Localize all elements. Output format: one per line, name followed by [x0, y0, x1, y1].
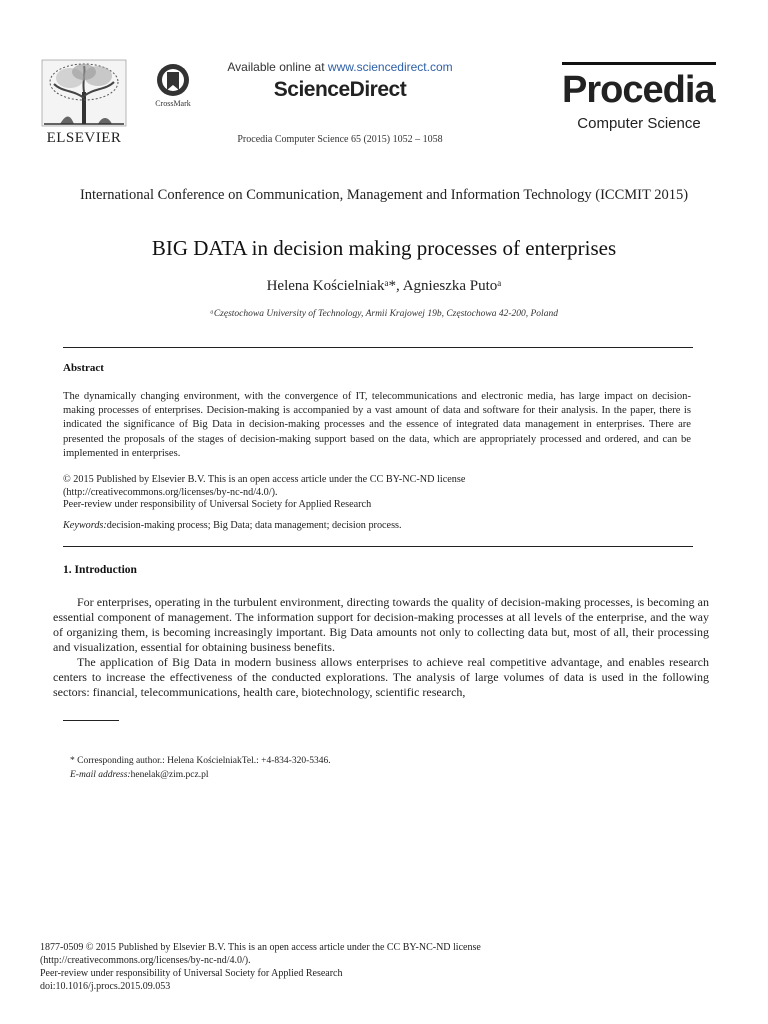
corresponding-author: * Corresponding author.: Helena KościelniakTel.: +4-834-320-5346.: [70, 756, 331, 766]
introduction-heading: 1. Introduction: [63, 564, 137, 576]
bottom-license-link[interactable]: (http://creativecommons.org/licenses/by-nc-nd/4.0/).: [40, 955, 251, 966]
peer-review-line: Peer-review under responsibility of Universal Society for Applied Research: [63, 499, 372, 511]
bottom-publication-info: [40, 941, 660, 993]
abstract-heading: Abstract: [63, 362, 104, 374]
doi-line[interactable]: doi:10.1016/j.procs.2015.09.053: [40, 981, 171, 992]
procedia-subtitle: Computer Science: [577, 115, 701, 132]
crossmark-badge[interactable]: [150, 62, 196, 114]
keywords: [63, 520, 691, 531]
sciencedirect-logo: ScienceDirect: [273, 78, 407, 101]
procedia-bar: [562, 62, 716, 65]
elsevier-tree-icon: [40, 58, 128, 128]
footnote-rule: [63, 720, 119, 721]
email-line: [70, 768, 670, 782]
procedia-title: Procedia: [562, 69, 715, 111]
sciencedirect-link[interactable]: www.sciencedirect.com: [327, 60, 453, 74]
email-address[interactable]: henelak@zim.pcz.pl: [130, 770, 209, 780]
crossmark-icon: [150, 62, 196, 98]
paper-title: BIG DATA in decision making processes of enterprises: [151, 236, 617, 260]
footnote: [70, 754, 670, 782]
author-affiliation: ᵃCzęstochowa University of Technology, Armii Krajowej 19b, Częstochowa 42-200, Poland: [210, 309, 558, 319]
available-online-line: [200, 60, 480, 74]
keywords-label: Keywords:: [63, 520, 107, 531]
copyright-line: © 2015 Published by Elsevier B.V. This is an open access article under the CC BY-NC-ND license: [63, 474, 466, 485]
abstract-bottom-rule: [63, 546, 693, 547]
abstract-top-rule: [63, 347, 693, 348]
issn-copyright-line: 1877-0509 © 2015 Published by Elsevier B.V. This is an open access article under the CC BY-NC-ND license: [40, 942, 481, 953]
email-label: E-mail address:: [70, 770, 131, 780]
publisher-name: ELSEVIER: [46, 130, 122, 146]
crossmark-label: CrossMark: [155, 99, 191, 108]
journal-reference: Procedia Computer Science 65 (2015) 1052 – 1058: [237, 134, 443, 145]
introduction-paragraph: The application of Big Data in modern business allows enterprises to achieve real competitive advantage, and enables research centers to increase the effectiveness of the conducted explorations. The analysis of large volumes of data is used in the following sectors: financial, telecommunications, health care, biotechnology, scientific research,: [53, 655, 709, 699]
conference-name: International Conference on Communication, Management and Information Technology (ICCMIT 2015): [79, 187, 689, 203]
elsevier-logo: [40, 58, 128, 150]
procedia-logo: [562, 62, 716, 136]
introduction-body: [53, 595, 709, 700]
license-link[interactable]: (http://creativecommons.org/licenses/by-nc-nd/4.0/).: [63, 486, 278, 498]
bottom-peer-review: Peer-review under responsibility of Universal Society for Applied Research: [40, 968, 343, 979]
keywords-list: decision-making process; Big Data; data management; decision process.: [106, 520, 402, 531]
available-online-prefix: Available online at: [227, 60, 328, 74]
paper-authors: Helena Kościelniakᵃ*, Agnieszka Putoᵃ: [266, 278, 502, 294]
abstract-body: The dynamically changing environment, with the convergence of IT, telecommunications and electronic media, has large impact on decision-making processes of enterprises. Decision-making is accompanied by a vast amount of data and software for their analysis. In the paper, there is indicated the significance of Big Data in decision-making processes and the essence of integrated data management in enterprises. There are presented the proposals of the stages of decision-making support based on the data, which are appropriately processed and ordered, and can be implemented in enterprises.: [63, 391, 691, 459]
abstract-copyright: [63, 474, 691, 512]
introduction-paragraph: For enterprises, operating in the turbulent environment, directing towards the quality of decision-making processes, is becoming an essential component of management. The information support for decision-making processes at all levels of the enterprise, and the way of organizing them, is becoming increasingly important. Big Data amounts not only to collecting data but, most of all, their processing and visualization, essential for obtaining business benefits.: [53, 595, 709, 654]
